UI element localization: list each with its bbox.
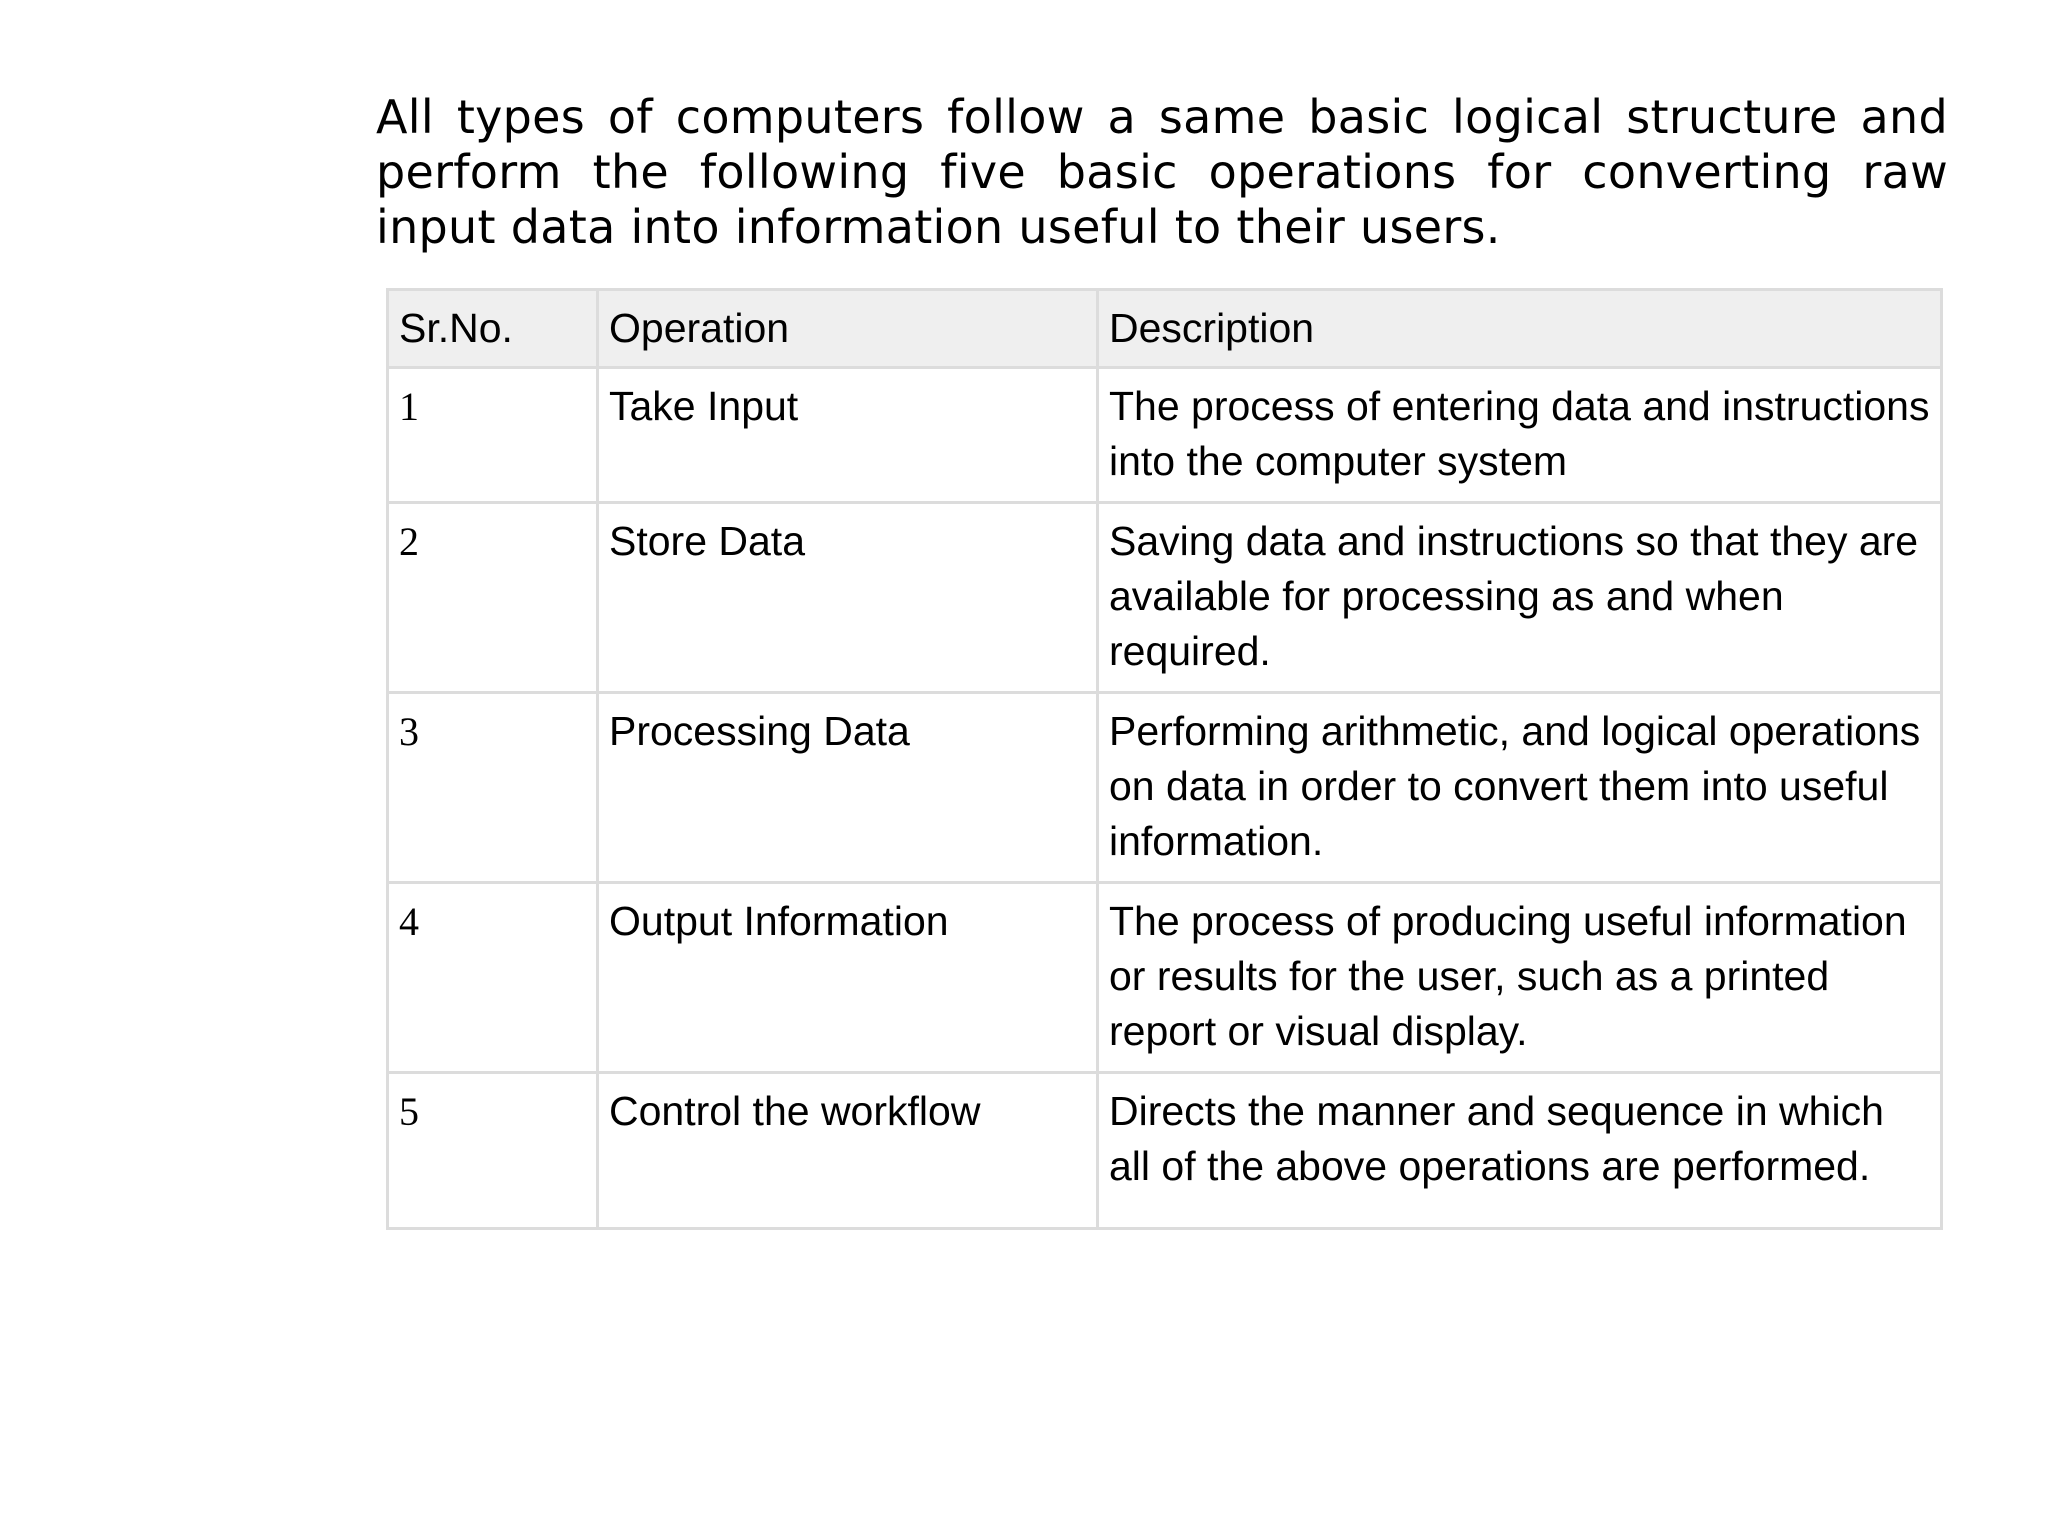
cell-description: Saving data and instructions so that they are available for processing as and when required. <box>1098 503 1942 693</box>
cell-sr-no: 2 <box>388 503 598 693</box>
header-description: Description <box>1098 290 1942 368</box>
cell-operation: Store Data <box>598 503 1098 693</box>
cell-sr-no: 5 <box>388 1073 598 1229</box>
intro-paragraph: All types of computers follow a same basic logical structure and perform the following five basic operations for converting raw input data into information useful to their users. <box>376 90 1948 254</box>
cell-operation: Control the workflow <box>598 1073 1098 1229</box>
operations-table <box>386 288 1943 1230</box>
cell-description: The process of producing useful information or results for the user, such as a printed report or visual display. <box>1098 883 1942 1073</box>
table-row <box>388 883 1942 1073</box>
cell-sr-no: 1 <box>388 368 598 503</box>
cell-description: Performing arithmetic, and logical operations on data in order to convert them into useful information. <box>1098 693 1942 883</box>
table-row <box>388 503 1942 693</box>
cell-operation: Output Information <box>598 883 1098 1073</box>
cell-sr-no: 3 <box>388 693 598 883</box>
cell-operation: Processing Data <box>598 693 1098 883</box>
cell-sr-no: 4 <box>388 883 598 1073</box>
table-row <box>388 693 1942 883</box>
header-sr-no: Sr.No. <box>388 290 598 368</box>
cell-description: Directs the manner and sequence in which all of the above operations are performed. <box>1098 1073 1942 1229</box>
cell-description: The process of entering data and instructions into the computer system <box>1098 368 1942 503</box>
header-operation: Operation <box>598 290 1098 368</box>
cell-operation: Take Input <box>598 368 1098 503</box>
table-row <box>388 1073 1942 1229</box>
table-row <box>388 368 1942 503</box>
table-header-row <box>388 290 1942 368</box>
